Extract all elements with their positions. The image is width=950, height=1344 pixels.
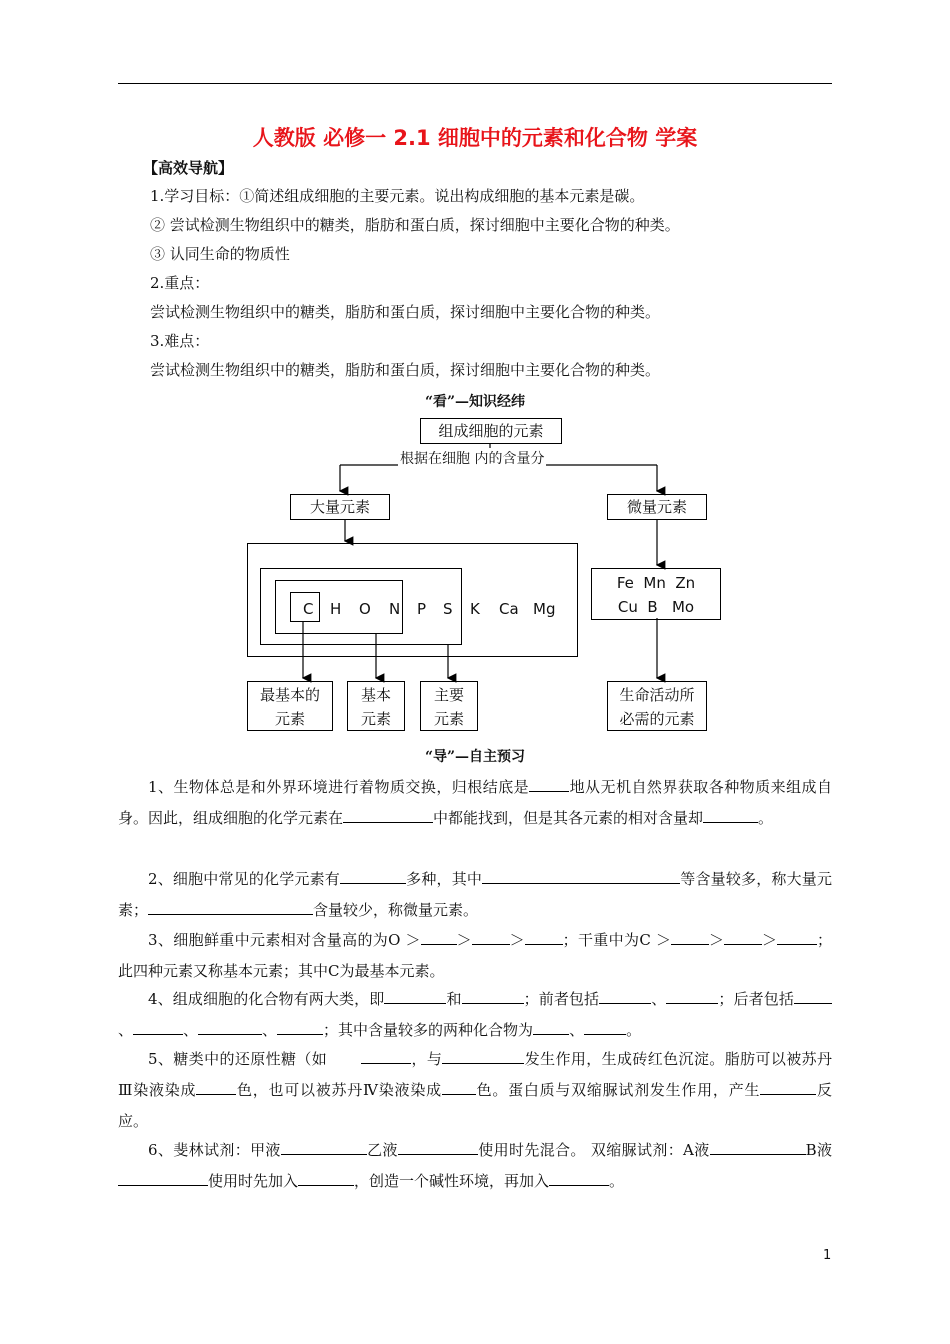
element-p: P — [417, 600, 427, 618]
q4-blank-7[interactable] — [198, 1018, 262, 1035]
q5-text-c: 发生作用，生成砖红色沉淀。脂肪可以被苏丹Ⅲ染液染成 — [118, 1050, 832, 1099]
q4-text-d: ；后者包括 — [718, 990, 794, 1008]
question-3 — [118, 925, 832, 987]
q4-blank-5[interactable] — [794, 987, 832, 1004]
element-h: H — [330, 600, 342, 618]
life-essential-label-2: 必需的元素 — [619, 710, 695, 728]
q3-blank-4[interactable] — [671, 928, 709, 945]
q5-blank-5[interactable] — [760, 1078, 816, 1095]
q5-blank-3[interactable] — [196, 1078, 236, 1095]
q3-gt-3: ＞ — [708, 931, 724, 949]
section-guide-heading: “导”—自主预习 — [424, 749, 526, 765]
q1-text-c: 中都能找到，但是其各元素的相对含量却 — [433, 809, 704, 827]
q1-blank-1[interactable] — [529, 775, 569, 792]
q3-blank-5[interactable] — [724, 928, 762, 945]
q1-text-a: 1、生物体总是和外界环境进行着物质交换，归根结底是 — [148, 778, 530, 796]
q5-text-d: 色，也可以被苏丹Ⅳ染液染成 — [236, 1081, 442, 1099]
most-basic-label-1: 最基本的 — [259, 686, 320, 704]
micro-elements-line-1: Fe Mn Zn — [616, 574, 696, 592]
q5-blank-2[interactable] — [442, 1047, 524, 1064]
q4-sep-4: 、 — [262, 1021, 278, 1039]
key-point-heading: 2.重点： — [150, 274, 210, 292]
goal-line-3: ③ 认同生命的物质性 — [150, 245, 290, 263]
q4-text-e: ；其中含量较多的两种化合物为 — [323, 1021, 534, 1039]
q4-blank-4[interactable] — [666, 987, 718, 1004]
q4-blank-2[interactable] — [462, 987, 524, 1004]
main-label-2: 元素 — [433, 710, 464, 728]
goal-line-2: ② 尝试检测生物组织中的糖类，脂肪和蛋白质，探讨细胞中主要化合物的种类。 — [150, 216, 680, 234]
q6-blank-5[interactable] — [118, 1169, 208, 1186]
nav-heading: 【高效导航】 — [143, 159, 234, 177]
question-6 — [118, 1135, 832, 1197]
q5-text-e: 色。蛋白质与双缩脲试剂发生作用，产生 — [475, 1081, 761, 1099]
q4-text-f: 。 — [626, 1021, 642, 1039]
q4-text-c: ；前者包括 — [523, 990, 600, 1008]
q4-blank-9[interactable] — [533, 1018, 569, 1035]
q2-text-b: 多种，其中 — [405, 870, 483, 888]
q6-blank-3[interactable] — [710, 1138, 770, 1155]
question-5 — [118, 1044, 832, 1137]
q2-blank-1[interactable] — [340, 867, 406, 884]
question-4 — [118, 984, 832, 1046]
q5-text-b: ，与 — [411, 1050, 443, 1068]
q6-blank-4[interactable] — [770, 1138, 806, 1155]
q6-text-d: B液 — [805, 1141, 833, 1159]
q2-text-c: 等含量较多，称大量元素； — [118, 870, 832, 919]
q5-text-f: 反应。 — [118, 1081, 832, 1130]
q1-text-d: 。 — [758, 809, 774, 827]
micro-label: 微量元素 — [626, 498, 687, 516]
q6-blank-7[interactable] — [549, 1169, 609, 1186]
question-1 — [118, 772, 832, 834]
element-c: C — [303, 600, 314, 618]
difficulty-text: 尝试检测生物组织中的糖类，脂肪和蛋白质，探讨细胞中主要化合物的种类。 — [150, 361, 661, 379]
q3-gt-2: ＞ — [509, 931, 525, 949]
micro-elements-line-2: Cu B Mo — [617, 598, 695, 616]
q2-text-a: 2、细胞中常见的化学元素有 — [148, 870, 340, 888]
q3-gt-1: ＞ — [456, 931, 472, 949]
q3-blank-2[interactable] — [472, 928, 510, 945]
q6-text-b: 乙液 — [366, 1141, 398, 1159]
page-title: 人教版 必修一 2.1 细胞中的元素和化合物 学案 — [252, 126, 698, 150]
q6-blank-1[interactable] — [281, 1138, 367, 1155]
q4-sep-2: 、 — [118, 1021, 134, 1039]
q5-text-a: 5、糖类中的还原性糖（如 — [148, 1050, 328, 1068]
difficulty-heading: 3.难点： — [150, 332, 210, 350]
q1-blank-3[interactable] — [703, 806, 758, 823]
q5-blank-1[interactable] — [361, 1047, 411, 1064]
q3-text-c: ；此四种元素又称基本元素；其中C为最基本元素。 — [118, 931, 832, 980]
macro-label: 大量元素 — [309, 498, 370, 516]
q3-blank-3[interactable] — [525, 928, 563, 945]
life-essential-label-1: 生命活动所 — [619, 686, 695, 704]
q6-text-c: 使用时先混合。 双缩脲试剂：A液 — [477, 1141, 710, 1159]
most-basic-label-2: 元素 — [274, 710, 305, 728]
q4-sep-3: 、 — [183, 1021, 199, 1039]
main-label-1: 主要 — [433, 686, 464, 704]
q4-blank-10[interactable] — [584, 1018, 626, 1035]
q4-text-b: 和 — [446, 990, 462, 1008]
q2-blank-3[interactable] — [148, 898, 313, 915]
q1-text-b: 地从无机自然界获取各种物质来组成自身。因此，组成细胞的化学元素在 — [118, 778, 832, 827]
element-mg: Mg — [533, 600, 556, 618]
q2-blank-2[interactable] — [482, 867, 680, 884]
q3-text-b: ；干重中为C ＞ — [562, 931, 671, 949]
criterion-label: 根据在细胞 内的含量分 — [398, 448, 546, 468]
q6-text-a: 6、斐林试剂：甲液 — [148, 1141, 281, 1159]
key-point-text: 尝试检测生物组织中的糖类，脂肪和蛋白质，探讨细胞中主要化合物的种类。 — [150, 303, 661, 321]
q4-blank-1[interactable] — [384, 987, 446, 1004]
q4-sep-5: 、 — [569, 1021, 585, 1039]
question-2 — [118, 864, 832, 926]
element-k: K — [470, 600, 480, 618]
q6-text-g: 。 — [609, 1172, 625, 1190]
element-o: O — [359, 600, 371, 618]
q6-text-e: 使用时先加入 — [208, 1172, 299, 1190]
q1-blank-2[interactable] — [343, 806, 433, 823]
q4-text-a: 4、组成细胞的化合物有两大类，即 — [148, 990, 385, 1008]
q4-blank-6[interactable] — [133, 1018, 183, 1035]
q4-blank-8[interactable] — [277, 1018, 323, 1035]
q3-gt-4: ＞ — [761, 931, 777, 949]
q5-blank-4[interactable] — [442, 1078, 476, 1095]
basic-label-2: 元素 — [360, 710, 391, 728]
page-number: 1 — [823, 1248, 832, 1263]
q6-blank-2[interactable] — [398, 1138, 478, 1155]
q6-blank-6[interactable] — [298, 1169, 354, 1186]
basic-label-1: 基本 — [360, 686, 391, 704]
q3-blank-6[interactable] — [777, 928, 817, 945]
q3-text-a: 3、细胞鲜重中元素相对含量高的为O ＞ — [148, 931, 421, 949]
goal-line-1: 1.学习目标：①简述组成细胞的主要元素。说出构成细胞的基本元素是碳。 — [150, 187, 645, 205]
section-look-heading: “看”—知识经纬 — [424, 394, 526, 410]
root-label: 组成细胞的元素 — [438, 422, 544, 440]
element-ca: Ca — [499, 600, 519, 618]
q2-text-d: 含量较少，称微量元素。 — [313, 901, 479, 919]
q6-text-f: ，创造一个碱性环境，再加入 — [354, 1172, 550, 1190]
element-s: S — [443, 600, 453, 618]
q3-blank-1[interactable] — [421, 928, 457, 945]
element-n: N — [389, 600, 401, 618]
q4-blank-3[interactable] — [599, 987, 651, 1004]
q4-sep-1: 、 — [651, 990, 667, 1008]
